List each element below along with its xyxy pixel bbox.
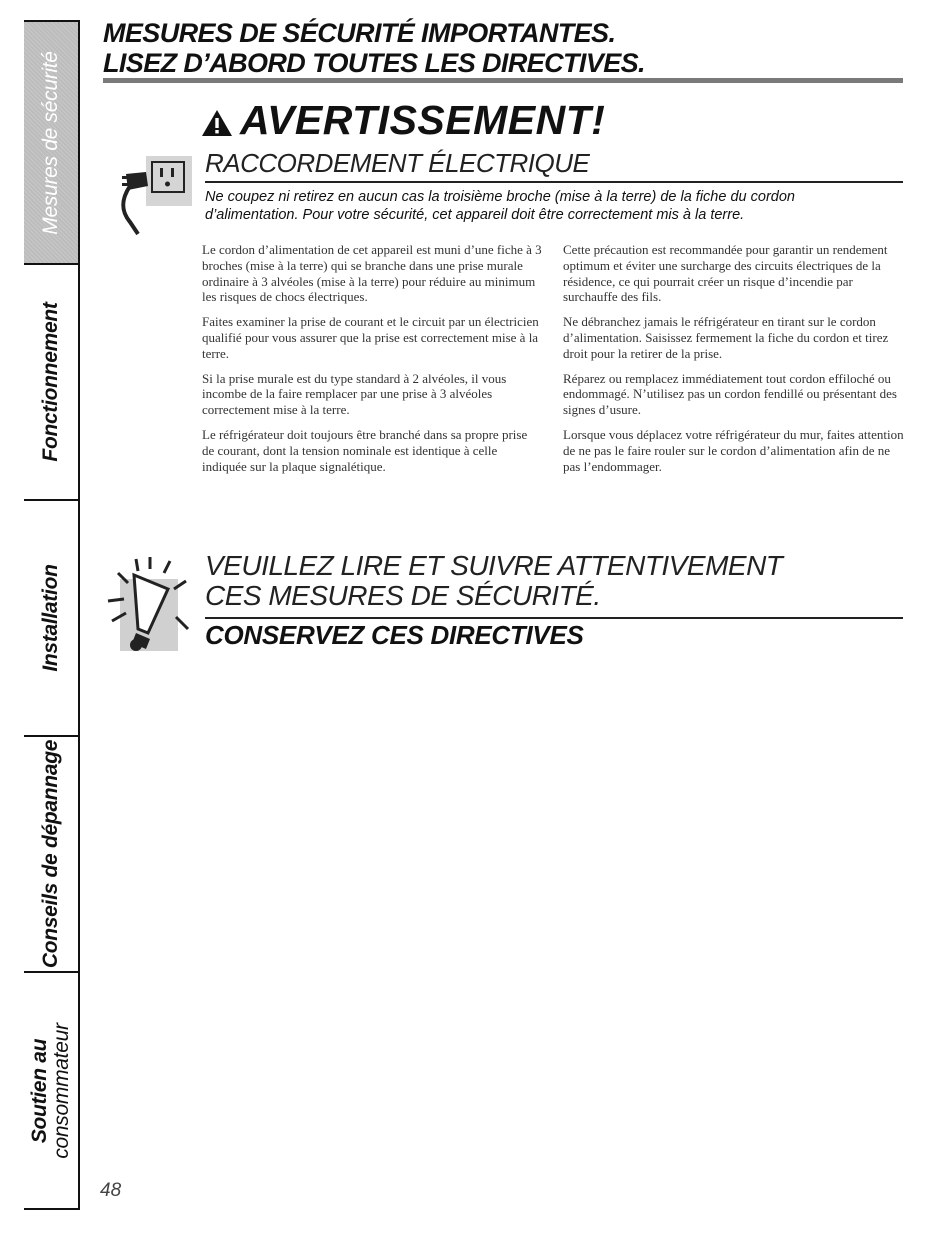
read-line-2: CES MESURES DE SÉCURITÉ. (205, 580, 601, 611)
paragraph: Cette précaution est recommandée pour garantir un rendement optimum et éviter une surcharge des circuits électriques de la résidence, ce qui pourrait créer un risque d’incendie par surchauffe des fils. (563, 242, 888, 305)
paragraph: Ne débranchez jamais le réfrigérateur en tirant sur le cordon d’alimentation. Saisissez fermement la fiche du cordon et tirez droit pour la retirer de la prise. (563, 314, 889, 361)
page-number: 48 (100, 1180, 122, 1201)
paragraph: Faites examiner la prise de courant et le circuit par un électricien qualifié pour vous assurer que la prise est correctement mise à la terre. (202, 314, 539, 361)
warning-triangle-icon (200, 108, 234, 138)
tab-troubleshooting-label: Conseils de dépannage (39, 739, 62, 969)
tab-installation[interactable] (24, 501, 78, 737)
header-divider (103, 78, 903, 83)
tab-operation-label: Fonctionnement (39, 302, 62, 462)
keep-instructions: CONSERVEZ CES DIRECTIVES (205, 620, 584, 650)
electrical-outlet-icon (118, 150, 198, 240)
tab-consumer-support-line2: consommateur (50, 1022, 73, 1159)
header-line-1: MESURES DE SÉCURITÉ IMPORTANTES. (103, 18, 616, 48)
paragraph: Le réfrigérateur doit toujours être branché dans sa propre prise de courant, dont la tension nominale est identique à celle indiquée sur la plaque signalétique. (202, 426, 528, 474)
section-title: RACCORDEMENT ÉLECTRIQUE (205, 148, 590, 178)
tab-consumer-support-line1: Soutien au (28, 1038, 51, 1143)
paragraph: Le cordon d’alimentation de cet appareil est muni d’une fiche à 3 broches (mise à la terre) qui se branche dans une prise murale ordinaire à 3 alvéoles (mise à la terre) pour réduire au minimum les risques de chocs électriques. (202, 242, 542, 305)
tab-operation[interactable] (24, 265, 78, 501)
read-instructions (205, 551, 782, 611)
closing-divider (205, 617, 903, 619)
paragraph: Lorsque vous déplacez votre réfrigérateur du mur, faites attention de ne pas le faire rouler sur le cordon d’alimentation afin de ne pas l’endommager. (563, 426, 904, 474)
paragraph: Réparez ou remplacez immédiatement tout cordon effiloché ou endommagé. N’utilisez pas un cordon fendillé ou présentant des signes d’usure. (563, 370, 897, 418)
attention-bulb-icon (98, 555, 198, 655)
tab-installation-label: Installation (39, 564, 62, 672)
paragraph: Si la prise murale est du type standard à 2 alvéoles, il vous incombe de la faire remplacer par une prise à 3 alvéoles correctement mise à la terre. (202, 370, 507, 418)
warning-title (200, 98, 605, 142)
page-header (103, 18, 903, 78)
warning-title-text: AVERTISSEMENT! (240, 97, 606, 143)
header-line-2: LISEZ D’ABORD TOUTES LES DIRECTIVES. (103, 48, 645, 78)
tab-safety[interactable] (24, 22, 78, 265)
section-divider (205, 181, 903, 183)
section-tabs (24, 20, 80, 1210)
body-column-left (202, 242, 542, 483)
tab-troubleshooting[interactable] (24, 737, 78, 973)
tab-safety-label: Mesures de sécurité (39, 50, 62, 235)
read-line-1: VEUILLEZ LIRE ET SUIVRE ATTENTIVEMENT (205, 550, 783, 581)
section-intro: Ne coupez ni retirez en aucun cas la troisième broche (mise à la terre) de la fiche du cordon d’alimentation. Pour votre sécurité, cet appareil doit être correctement mis à la terre. (205, 189, 795, 223)
body-column-right (563, 242, 908, 483)
tab-consumer-support-label (29, 1023, 73, 1158)
tab-consumer-support[interactable] (24, 973, 78, 1208)
